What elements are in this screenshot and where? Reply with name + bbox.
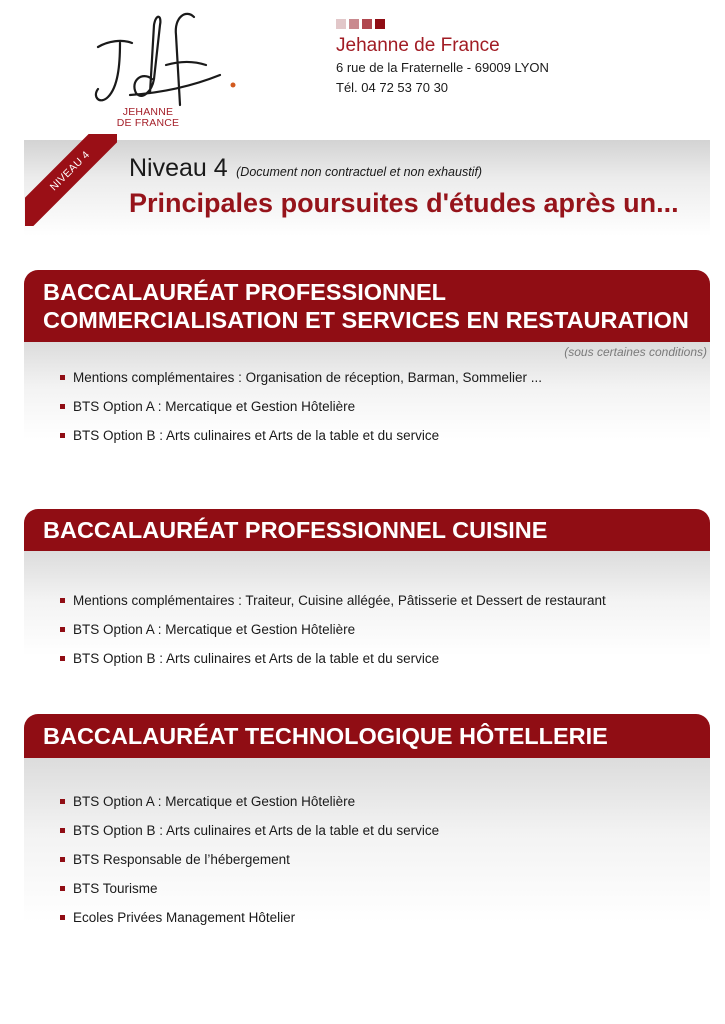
bullet-icon — [60, 857, 65, 862]
list-item — [73, 651, 606, 680]
list-item — [73, 428, 542, 457]
ribbon-label: NIVEAU 4 — [25, 134, 117, 226]
logo-wordmark-line2: DE FRANCE — [116, 117, 180, 129]
section-title-line1: BACCALAURÉAT PROFESSIONNEL — [43, 279, 446, 305]
color-square — [375, 19, 385, 29]
list-item-text: BTS Option A : Mercatique et Gestion Hôtelière — [73, 794, 356, 809]
conditions-note: (sous certaines conditions) — [564, 345, 707, 359]
bullet-icon — [60, 375, 65, 380]
list-item — [73, 593, 606, 622]
pathway-list — [73, 593, 606, 680]
list-item-text: BTS Tourisme — [73, 881, 158, 896]
pathway-list — [73, 370, 542, 457]
list-item-text: BTS Option B : Arts culinaires et Arts de la table et du service — [73, 651, 440, 666]
bullet-icon — [60, 404, 65, 409]
bullet-icon — [60, 828, 65, 833]
company-name: Jehanne de France — [336, 35, 500, 56]
logo-dot — [231, 83, 236, 88]
section-bac-techno-hotellerie — [24, 714, 710, 978]
section-header — [24, 509, 710, 551]
section-body — [24, 551, 710, 691]
bullet-icon — [60, 886, 65, 891]
list-item — [73, 823, 439, 852]
list-item — [73, 881, 439, 910]
list-item — [73, 794, 439, 823]
bullet-icon — [60, 656, 65, 661]
section-bac-pro-cuisine — [24, 509, 710, 691]
section-title-line1: BACCALAURÉAT PROFESSIONNEL CUISINE — [43, 517, 548, 543]
company-address: 6 rue de la Fraternelle - 69009 LYON — [336, 60, 549, 75]
list-item — [73, 622, 606, 651]
section-header — [24, 270, 710, 342]
section-title-line1: BACCALAURÉAT TECHNOLOGIQUE HÔTELLERIE — [43, 723, 608, 749]
corner-ribbon — [25, 134, 117, 226]
section-header — [24, 714, 710, 758]
list-item-text: Mentions complémentaires : Traiteur, Cuisine allégée, Pâtisserie et Dessert de restaurant — [73, 593, 606, 608]
list-item-text: Mentions complémentaires : Organisation de réception, Barman, Sommelier ... — [73, 370, 542, 385]
logo-wordmark-line1: JEHANNE — [122, 106, 174, 118]
company-info — [336, 34, 549, 98]
bullet-icon — [60, 598, 65, 603]
section-bac-pro-restauration — [24, 270, 710, 472]
list-item-text: BTS Option B : Arts culinaires et Arts de la table et du service — [73, 428, 440, 443]
level-label: Niveau 4 — [129, 154, 228, 182]
list-item-text: BTS Responsable de l’hébergement — [73, 852, 290, 867]
color-square — [362, 19, 372, 29]
list-item-text: Ecoles Privées Management Hôtelier — [73, 910, 296, 925]
brand-color-squares — [336, 19, 385, 29]
pathway-list — [73, 794, 439, 939]
list-item-text: BTS Option A : Mercatique et Gestion Hôtelière — [73, 622, 356, 637]
level-title — [129, 154, 482, 183]
bullet-icon — [60, 915, 65, 920]
list-item — [73, 910, 439, 939]
jehanne-de-france-logo — [90, 5, 240, 130]
section-body — [24, 758, 710, 978]
list-item-text: BTS Option A : Mercatique et Gestion Hôtelière — [73, 399, 356, 414]
company-phone: Tél. 04 72 53 70 30 — [336, 80, 449, 95]
list-item-text: BTS Option B : Arts culinaires et Arts de la table et du service — [73, 823, 440, 838]
section-title-line2: COMMERCIALISATION ET SERVICES EN RESTAURATION — [43, 307, 689, 333]
logo-wordmark — [108, 107, 188, 129]
color-square — [349, 19, 359, 29]
list-item — [73, 370, 542, 399]
page-headline: Principales poursuites d'études après un... — [129, 188, 679, 218]
bullet-icon — [60, 433, 65, 438]
list-item — [73, 399, 542, 428]
jdf-script-mark — [90, 5, 240, 110]
bullet-icon — [60, 627, 65, 632]
bullet-icon — [60, 799, 65, 804]
section-body — [24, 342, 710, 472]
list-item — [73, 852, 439, 881]
disclaimer-note: (Document non contractuel et non exhaustif) — [236, 165, 483, 179]
color-square — [336, 19, 346, 29]
